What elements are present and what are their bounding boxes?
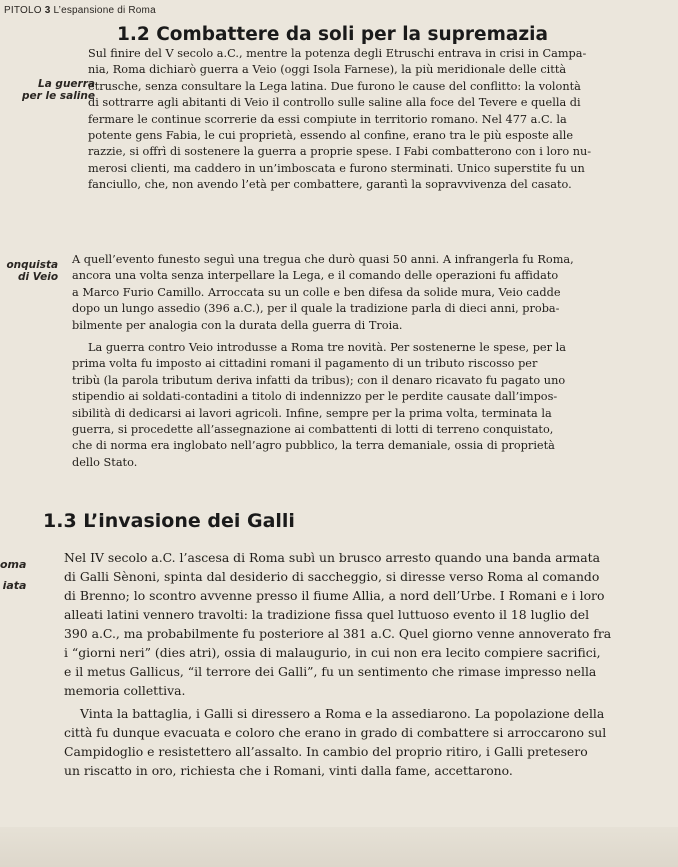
text-line: Campidoglio e resistettero all’assalto. In cambio del proprio ritiro, i Galli pretesero: [64, 744, 588, 759]
text-line: e il metus Gallicus, “il terrore dei Galli”, fu un sentimento che rimase impresso nella: [64, 664, 597, 679]
section1-paragraph-1: [88, 46, 591, 194]
margin-note-roma-iata: [0, 554, 26, 596]
text-line: di sottrarre agli abitanti di Veio il controllo sulle saline alla foce del Tevere e quella di: [88, 96, 581, 110]
text-line: nia, Roma dichiarò guerra a Veio (oggi Isola Farnese), la più meridionale delle città: [88, 63, 567, 77]
text-line: dopo un lungo assedio (396 a.C.), per il quale la tradizione parla di dieci anni, proba-: [72, 302, 560, 316]
section1-paragraph-2: [72, 252, 574, 334]
text-line: ancora una volta senza interpellare la Lega, e il comando delle operazioni fu affidato: [72, 269, 559, 283]
text-line: merosi clienti, ma caddero in un’imboscata e furono sterminati. Unico superstite fu un: [88, 161, 585, 175]
section2-paragraph-1: [64, 548, 611, 700]
margin-note-line: per le saline: [22, 90, 95, 102]
text-line: sibilità di dedicarsi ai lavori agricoli. Infine, sempre per la prima volta, terminata la: [72, 406, 552, 420]
chapter-title: L’espansione di Roma: [53, 5, 156, 16]
margin-note-guerra-saline: [22, 78, 95, 102]
text-line: bilmente per analogia con la durata della guerra di Troia.: [72, 318, 403, 332]
text-line: Nel IV secolo a.C. l’ascesa di Roma subì un brusco arresto quando una banda armata: [64, 550, 601, 565]
text-line: alleati latini vennero travolti: la tradizione fissa quel luttuoso evento il 18 luglio del: [64, 607, 590, 622]
text-line: razzie, si offrì di sostenere la guerra a proprie spese. I Fabi combatterono con i loro nu-: [88, 145, 592, 159]
margin-note-conquista-veio: [0, 259, 58, 283]
section-title-1-3: 1.3 L’invasione dei Galli: [43, 510, 295, 532]
text-line: etrusche, senza consultare la Lega latina. Due furono le cause del conflitto: la volontà: [88, 79, 581, 93]
text-line: stipendio ai soldati-contadini a titolo di indennizzo per le perdite causate dall’impos-: [72, 390, 558, 404]
text-line: di Brenno; lo scontro avvenne presso il fiume Allia, a nord dell’Urbe. I Romani e i loro: [64, 588, 605, 603]
text-line: potente gens Fabia, le cui proprietà, essendo al confine, erano tra le più esposte alle: [88, 129, 574, 143]
margin-note-line: di Veio: [18, 271, 59, 283]
text-line: dello Stato.: [72, 455, 138, 469]
margin-note-line: La guerra: [38, 78, 95, 90]
text-line: Sul finire del V secolo a.C., mentre la potenza degli Etruschi entrava in crisi in Campa-: [88, 47, 587, 60]
text-line: a Marco Furio Camillo. Arroccata su un colle e ben difesa da solide mura, Veio cadde: [72, 285, 561, 299]
section2-paragraph-2: [64, 704, 606, 780]
section-title-1-2: 1.2 Combattere da soli per la supremazia: [117, 24, 548, 45]
chapter-number: 3: [44, 5, 51, 16]
text-line: 390 a.C., ma probabilmente fu posteriore al 381 a.C. Quel giorno venne annoverato fra: [64, 626, 612, 641]
text-line: Vinta la battaglia, i Galli si diressero a Roma e la assediarono. La popolazione della: [80, 706, 605, 721]
text-line: città fu dunque evacuata e coloro che erano in grado di combattere si arroccarono sul: [64, 725, 607, 740]
text-line: La guerra contro Veio introdusse a Roma tre novità. Per sostenerne le spese, per la: [88, 341, 566, 354]
text-line: memoria collettiva.: [64, 683, 186, 698]
text-line: i “giorni neri” (dies atri), ossia di malaugurio, in cui non era lecito compiere sacrifici,: [64, 645, 601, 660]
section1-paragraph-3: [72, 340, 566, 471]
text-line: fanciullo, che, non avendo l’età per combattere, garantì la sopravvivenza del casato.: [88, 178, 572, 192]
chapter-prefix: PITOLO: [4, 5, 42, 16]
margin-note-line: oma: [0, 558, 27, 571]
text-line: di Galli Sènoni, spinta dal desiderio di saccheggio, si diresse verso Roma al comando: [64, 569, 600, 584]
text-line: A quell’evento funesto seguì una tregua che durò quasi 50 anni. A infrangerla fu Roma,: [72, 253, 574, 266]
chapter-header: [4, 5, 156, 16]
text-line: prima volta fu imposto ai cittadini romani il pagamento di un tributo riscosso per: [72, 357, 538, 371]
text-line: guerra, si procedette all’assegnazione ai combattenti di lotti di terreno conquistato,: [72, 423, 554, 437]
page-bottom-shade: [0, 827, 678, 867]
text-line: fermare le continue scorrerie da essi compiute in territorio romano. Nel 477 a.C. la: [88, 112, 567, 126]
margin-note-line: iata: [2, 579, 27, 592]
text-line: che di norma era inglobato nell’agro pubblico, la terra demaniale, ossia di proprietà: [72, 439, 555, 453]
margin-note-line: onquista: [6, 259, 59, 271]
text-line: tribù (la parola tributum deriva infatti da tribus); con il denaro ricavato fu pagato uno: [72, 373, 566, 387]
text-line: un riscatto in oro, richiesta che i Romani, vinti dalla fame, accettarono.: [64, 763, 513, 778]
